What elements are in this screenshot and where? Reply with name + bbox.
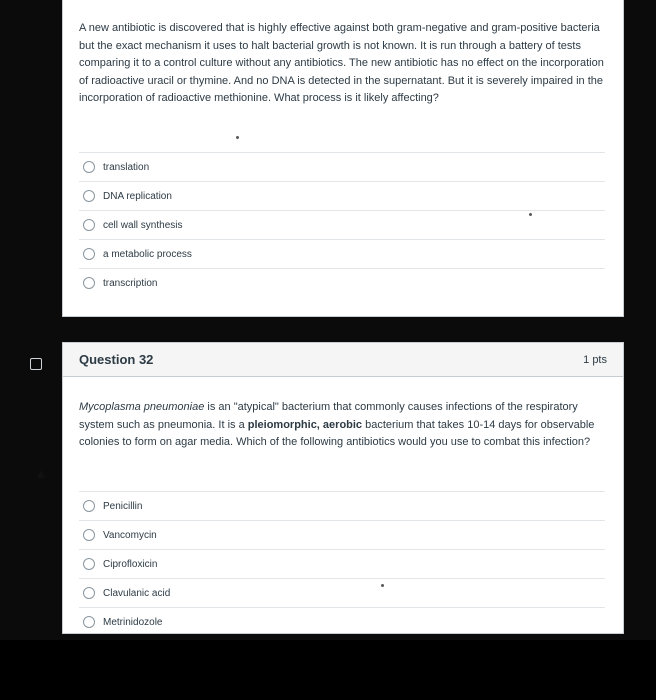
radio-button[interactable]: [83, 587, 95, 599]
question-text: [79, 399, 605, 452]
organism-name: Mycoplasma pneumoniae: [79, 401, 205, 413]
answer-label: translation: [103, 161, 150, 173]
answer-label: Vancomycin: [103, 529, 157, 541]
answer-option-vancomycin[interactable]: [79, 520, 605, 549]
question-text-part2: bacterium that takes 10-14 days for observable colonies to form on agar media. Which of the following antibiotics would you use to combat this infection?: [79, 418, 595, 448]
answer-label: Metrinidozole: [103, 616, 163, 628]
answer-option-cell-wall-synthesis[interactable]: [79, 210, 605, 239]
question-text: A new antibiotic is discovered that is highly effective against both gram-negative and gram-positive bacteria but the exact mechanism it uses to halt bacterial growth is not known. It is run through a battery of tests comparing it to a control culture without any antibiotics. The new antibiotic has no effect on the incorporation of radioactive uracil or thymine. And no DNA is detected in the supernatant. But it is severely impaired in the incorporation of radioactive methionine. What process is it likely affecting?: [79, 22, 604, 104]
answer-option-ciprofloxicin[interactable]: [79, 549, 605, 578]
answer-label: DNA replication: [103, 190, 172, 202]
screen-bottom-bezel: [0, 640, 656, 700]
answer-option-penicillin[interactable]: [79, 491, 605, 520]
question-text-bold: pleiomorphic, aerobic: [247, 418, 363, 431]
radio-button[interactable]: [83, 558, 95, 570]
answer-label: Ciprofloxicin: [103, 558, 158, 570]
radio-button[interactable]: [83, 248, 95, 260]
screen-speck: [236, 136, 239, 139]
answer-option-clavulanic-acid[interactable]: [79, 578, 605, 607]
question-card-32: [62, 342, 624, 634]
answer-option-dna-replication[interactable]: [79, 181, 605, 210]
answer-label: cell wall synthesis: [103, 219, 183, 231]
radio-button[interactable]: [83, 616, 95, 628]
answer-label: Clavulanic acid: [103, 587, 171, 599]
answer-label: a metabolic process: [103, 248, 192, 260]
screen-speck: [381, 584, 384, 587]
answer-list: [79, 152, 605, 297]
radio-button[interactable]: [83, 277, 95, 289]
answer-label: Penicillin: [103, 500, 143, 512]
radio-button[interactable]: [83, 219, 95, 231]
question-header: [63, 343, 623, 377]
screen-speck: [529, 213, 532, 216]
answer-option-metabolic-process[interactable]: [79, 239, 605, 268]
radio-button[interactable]: [83, 500, 95, 512]
question-title: Question 32: [79, 352, 154, 367]
radio-button[interactable]: [83, 190, 95, 202]
question-text-part1: is an "atypical" bacterium that commonly causes infections of the respiratory system such as pneumonia. It is a: [79, 401, 578, 431]
answer-option-metrinidozole[interactable]: [79, 607, 605, 634]
radio-button[interactable]: [83, 161, 95, 173]
question-card-previous: [62, 0, 624, 317]
answer-list: [79, 491, 605, 634]
flag-question-icon[interactable]: [30, 358, 42, 370]
answer-option-translation[interactable]: [79, 152, 605, 181]
question-points: 1 pts: [583, 353, 607, 366]
answer-option-transcription[interactable]: [79, 268, 605, 297]
radio-button[interactable]: [83, 529, 95, 541]
answer-label: transcription: [103, 277, 158, 289]
mouse-cursor-icon: [37, 470, 45, 478]
